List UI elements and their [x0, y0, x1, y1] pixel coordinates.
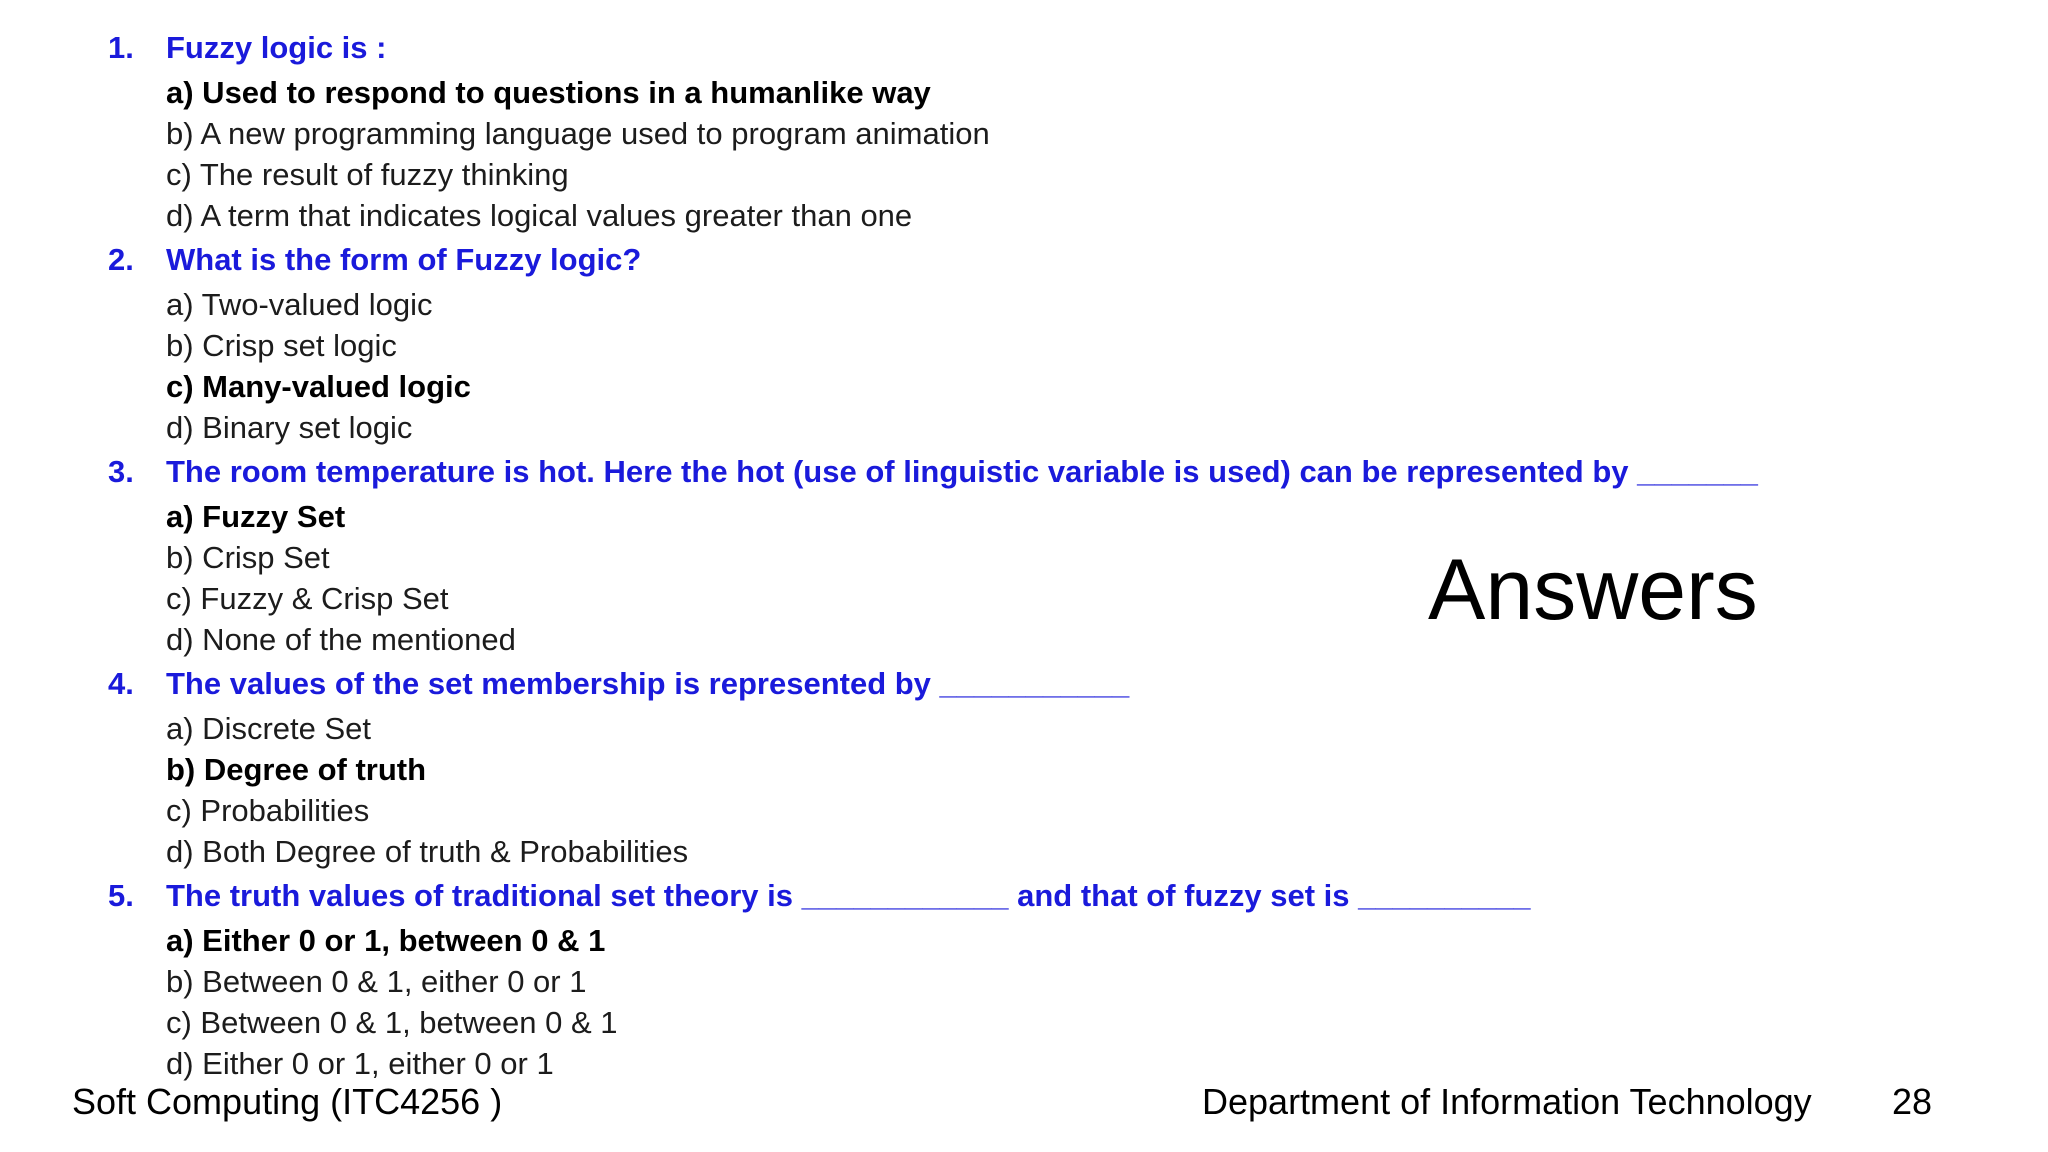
option: d) None of the mentioned	[166, 622, 516, 657]
question-text: Fuzzy logic is :	[166, 30, 387, 65]
question-header	[108, 448, 1808, 496]
question-5	[108, 872, 1808, 1084]
option-correct: b) Degree of truth	[166, 752, 427, 787]
option: d) Both Degree of truth & Probabilities	[166, 834, 689, 869]
option-correct: a) Either 0 or 1, between 0 & 1	[166, 923, 606, 958]
option: a) Discrete Set	[166, 711, 372, 746]
question-2	[108, 236, 1808, 448]
question-text: What is the form of Fuzzy logic?	[166, 242, 642, 277]
question-1	[108, 24, 1808, 236]
question-header	[108, 236, 1808, 284]
option: d) Binary set logic	[166, 410, 413, 445]
question-header	[108, 872, 1808, 920]
option: d) Either 0 or 1, either 0 or 1	[166, 1046, 554, 1081]
question-text: The room temperature is hot. Here the hot (use of linguistic variable is used) can be represented by _______	[166, 454, 1758, 489]
option: c) Probabilities	[166, 793, 370, 828]
answers-label: Answers	[1428, 542, 1758, 638]
option: b) Crisp Set	[166, 540, 330, 575]
question-text: The truth values of traditional set theory is ____________ and that of fuzzy set is __________	[166, 878, 1531, 913]
option: c) Between 0 & 1, between 0 & 1	[166, 1005, 618, 1040]
footer-department: Department of Information Technology	[1202, 1081, 1812, 1122]
option-correct: c) Many-valued logic	[166, 369, 471, 404]
question-header	[108, 24, 1808, 72]
question-text: The values of the set membership is represented by ___________	[166, 666, 1130, 701]
question-number: 5.	[108, 878, 134, 913]
footer-page-number: 28	[1892, 1081, 1933, 1122]
footer-course: Soft Computing (ITC4256 )	[72, 1081, 503, 1122]
question-header	[108, 660, 1808, 708]
option: c) The result of fuzzy thinking	[166, 157, 569, 192]
option: b) Crisp set logic	[166, 328, 397, 363]
question-number: 4.	[108, 666, 134, 701]
option-correct: a) Used to respond to questions in a humanlike way	[166, 75, 931, 110]
option: b) Between 0 & 1, either 0 or 1	[166, 964, 587, 999]
question-number: 1.	[108, 30, 134, 65]
option: d) A term that indicates logical values greater than one	[166, 198, 913, 233]
option-correct: a) Fuzzy Set	[166, 499, 346, 534]
option: c) Fuzzy & Crisp Set	[166, 581, 449, 616]
question-number: 3.	[108, 454, 134, 489]
option: b) A new programming language used to program animation	[166, 116, 990, 151]
option: a) Two-valued logic	[166, 287, 433, 322]
question-4	[108, 660, 1808, 872]
question-number: 2.	[108, 242, 134, 277]
